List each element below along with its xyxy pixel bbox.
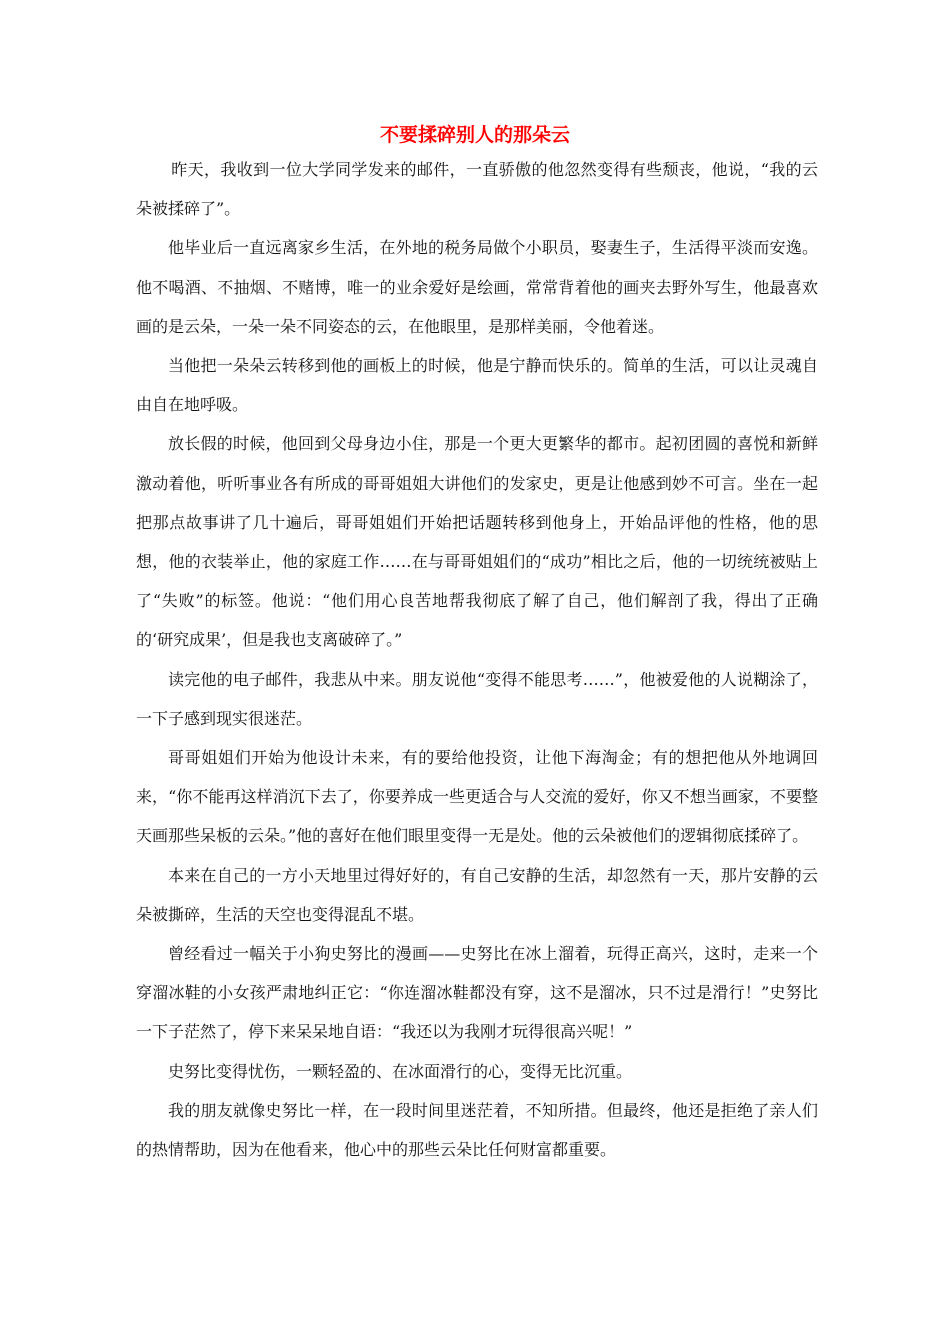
paragraph-3: 当他把一朵朵云转移到他的画板上的时候，他是宁静而快乐的。简单的生活，可以让灵魂自由自在地呼吸。 — [136, 356, 818, 415]
paragraph-10: 我的朋友就像史努比一样，在一段时间里迷茫着，不知所措。但最终，他还是拒绝了亲人们的热情帮助，因为在他看来，他心中的那些云朵比任何财富都重要。 — [136, 1100, 818, 1160]
article-body — [136, 150, 818, 1169]
paragraph-4: 放长假的时候，他回到父母身边小住，那是一个更大更繁华的都市。起初团圆的喜悦和新鲜激动着他，听听事业各有所成的哥哥姐姐大讲他们的发家史，更是让他感到妙不可言。坐在一起把那点故事讲了几十遍后，哥哥姐姐们开始把话题转移到他身上，开始品评他的性格，他的思想，他的衣装举止，他的家庭工作……在与哥哥姐姐们的“成功”相比之后，他的一切统统被贴上了“失败”的标签。他说：“他们用心良苦地帮我彻底了解了自己，他们解剖了我，得出了正确的‘研究成果’，但是我也支离破碎了。” — [136, 434, 818, 650]
paragraph-1: 昨天，我收到一位大学同学发来的邮件，一直骄傲的他忽然变得有些颓丧，他说，“我的云朵被揉碎了”。 — [136, 160, 818, 219]
article-title: 不要揉碎别人的那朵云 — [379, 124, 570, 146]
paragraph-2: 他毕业后一直远离家乡生活，在外地的税务局做个小职员，娶妻生子，生活得平淡而安逸。他不喝酒、不抽烟、不赌博，唯一的业余爱好是绘画，常常背着他的画夹去野外写生，他最喜欢画的是云朵，一朵一朵不同姿态的云，在他眼里，是那样美丽，令他着迷。 — [136, 238, 818, 336]
paragraph-5: 读完他的电子邮件，我悲从中来。朋友说他“变得不能思考……”，他被爱他的人说糊涂了，一下子感到现实很迷茫。 — [136, 669, 818, 728]
paragraph-9: 史努比变得忧伤，一颗轻盈的、在冰面滑行的心，变得无比沉重。 — [168, 1061, 633, 1081]
paragraph-7: 本来在自己的一方小天地里过得好好的，有自己安静的生活，却忽然有一天，那片安静的云朵被撕碎，生活的天空也变得混乱不堪。 — [136, 865, 818, 924]
paragraph-8: 曾经看过一幅关于小狗史努比的漫画——史努比在冰上溜着，玩得正高兴，这时，走来一个穿溜冰鞋的小女孩严肃地纠正它：“你连溜冰鞋都没有穿，这不是溜冰，只不过是滑行！”史努比一下子茫然了，停下来呆呆地自语：“我还以为我刚才玩得很高兴呢！” — [136, 944, 818, 1042]
paragraph-6: 哥哥姐姐们开始为他设计未来，有的要给他投资，让他下海淘金；有的想把他从外地调回来，“你不能再这样消沉下去了，你要养成一些更适合与人交流的爱好，你又不想当画家，不要整天画那些呆板的云朵。”他的喜好在他们眼里变得一无是处。他的云朵被他们的逻辑彻底揉碎了。 — [136, 748, 818, 846]
